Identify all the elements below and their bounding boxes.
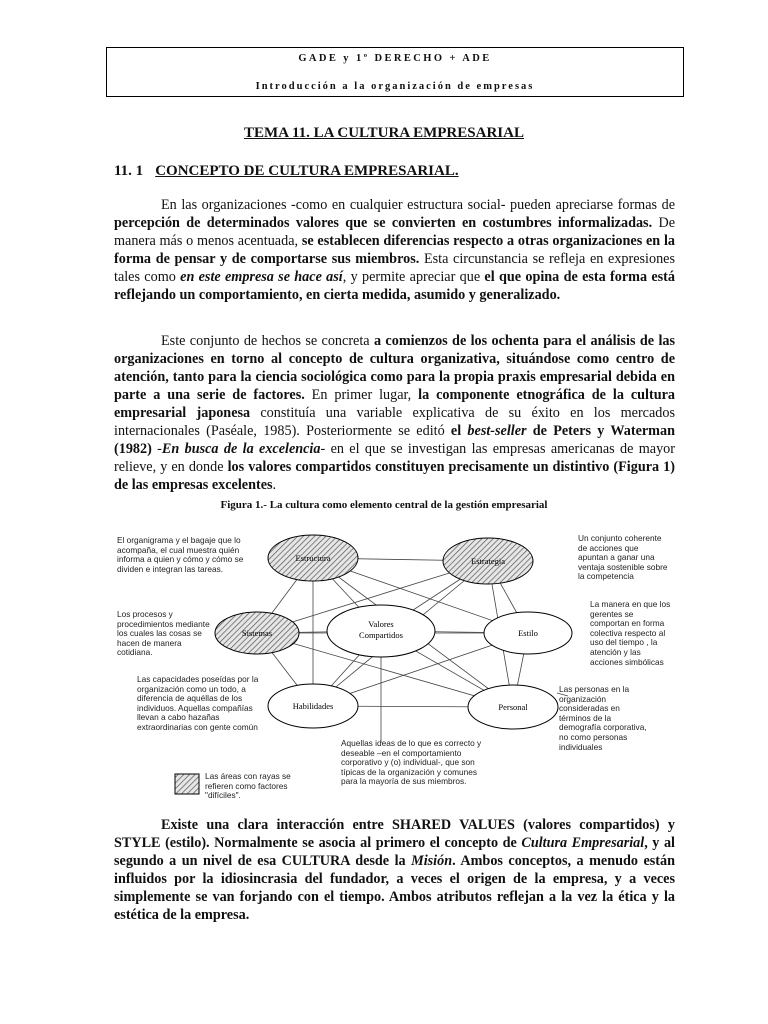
bold-italic-run: best-seller — [467, 423, 527, 439]
figure-diagram — [113, 528, 675, 804]
bold-run: se establecen diferencias respecto a otras organizaciones en la forma de pensar y de comportarse sus miembros. — [114, 233, 675, 267]
annotation-capacidades: Las capacidades poseídas por la organización como un todo, a diferencia de aquéllas de los individuos. Aquellas compañías llevan a cabo hazañas extraordinarias con gente común — [137, 674, 259, 732]
annotation-personas: Las personas en la organización consideradas en términos de la demografía corporativa, no como personas individuales — [559, 684, 647, 752]
text-run: En primer lugar, — [304, 387, 419, 403]
bold-run: a comienzos de los ochenta para el análisis de las organizaciones en torno al concepto de cultura organizativa, situándose como centro de atención, tanto para la ciencia sociológica como para la propia praxis empresarial debida en parte a una serie de factores. — [114, 333, 675, 403]
paragraph-3 — [114, 816, 675, 924]
legend-hatch-swatch — [175, 774, 199, 794]
figure-caption: Figura 1.- La cultura como elemento central de la gestión empresarial — [220, 499, 548, 511]
node-label-estilo: Estilo — [518, 628, 538, 638]
node-label-estructura: Estructura — [295, 553, 331, 563]
node-label-valores: Valores — [368, 619, 394, 629]
text-run: Este conjunto de hechos se concreta — [161, 333, 374, 349]
legend-note: Las áreas con rayas se refieren como factores "difíciles". — [205, 771, 291, 801]
text-run: En las organizaciones -como en cualquier estructura social- pueden apreciarse formas de — [161, 197, 675, 213]
bold-run: de Peters y Waterman (1982) — [114, 423, 675, 457]
text-run: Esta circunstancia se refleja en expresiones tales como — [114, 251, 675, 285]
section-number: 11. 1 — [114, 163, 144, 179]
bold-italic-run: en este empresa se hace así — [180, 269, 343, 285]
text-run: constituía una variable explicativa de su éxito en los mercados internacionales (Paséale, 1985). Posteriormente se editó — [114, 405, 675, 439]
italic-run: Misión — [411, 853, 453, 869]
bold-run: los valores compartidos constituyen precisamente un distintivo (Figura 1) de las empresas excelentes — [114, 459, 675, 493]
text-run: - en el que se investigan las empresas americanas de mayor relieve, y en donde — [114, 441, 676, 475]
header-box — [106, 47, 684, 97]
text-run: - — [151, 441, 162, 457]
bold-run: el que opina de esta forma está reflejando un comportamiento, en cierta medida, asumido y generalizado. — [114, 269, 675, 303]
text-run: . Ambos conceptos, a menudo están influidos por la idiosincrasia del fundador, a veces el origen de la empresa, y a veces simplemente se van forjando con el tiempo. Ambos atributos reflejan a la vez la ética y la estética de la empresa. — [114, 853, 675, 923]
text-run: De manera más o menos acentuada, — [114, 215, 675, 249]
section-heading — [114, 163, 459, 180]
paragraph-2 — [114, 332, 675, 494]
node-label-compartidos: Compartidos — [359, 630, 403, 640]
header-subject: Introducción a la organización de empresas — [255, 81, 535, 92]
node-label-estrategia: Estrategia — [471, 556, 505, 566]
node-label-habilidades: Habilidades — [292, 701, 334, 711]
annotation-conjunto: Un conjunto coherente de acciones que apuntan a ganar una ventaja sostenible sobre la competencia — [578, 533, 668, 582]
paragraph-1 — [114, 196, 675, 304]
bold-italic-run: En busca de la excelencia — [161, 441, 321, 457]
annotation-manera: La manera en que los gerentes se comportan en forma colectiva respecto al uso del tiempo , la atención y las acciones simbólicas — [590, 599, 671, 667]
bold-run: percepción de determinados valores que se convierten en costumbres informalizadas. — [114, 215, 653, 231]
text-run: . — [272, 477, 277, 493]
page-title: TEMA 11. LA CULTURA EMPRESARIAL — [244, 125, 524, 141]
node-label-sistemas: Sistemas — [241, 628, 273, 638]
text-run: Existe una clara interacción entre SHARED VALUES (valores compartidos) y STYLE (estilo). Normalmente se asocia al primero el concepto de — [114, 817, 675, 851]
annotation-organigrama: El organigrama y el bagaje que lo acompaña, el cual muestra quién informa a quien y cómo y cómo se dividen e integran las tareas. — [117, 535, 244, 574]
text-run: , y al segundo a un nivel de esa CULTURA desde la — [114, 835, 675, 869]
annotation-ideas: Aquellas ideas de lo que es correcto y deseable –en el comportamiento corporativo y (o) individual-, que son típicas de la organización y comunes para la mayoría de sus miembros. — [341, 738, 482, 787]
node-label-personal: Personal — [498, 702, 528, 712]
bold-run: el — [450, 423, 468, 439]
italic-run: Cultura Empresarial — [521, 835, 645, 851]
annotation-procesos: Los procesos y procedimientos mediante los cuales las cosas se hacen de manera cotidiana. — [117, 609, 210, 658]
header-course: GADE y 1º DERECHO + ADE — [298, 53, 492, 64]
text-run: , y permite apreciar que — [342, 269, 485, 285]
bold-run: la componente etnográfica de la cultura empresarial japonesa — [114, 387, 675, 421]
section-title: CONCEPTO DE CULTURA EMPRESARIAL. — [155, 163, 459, 179]
